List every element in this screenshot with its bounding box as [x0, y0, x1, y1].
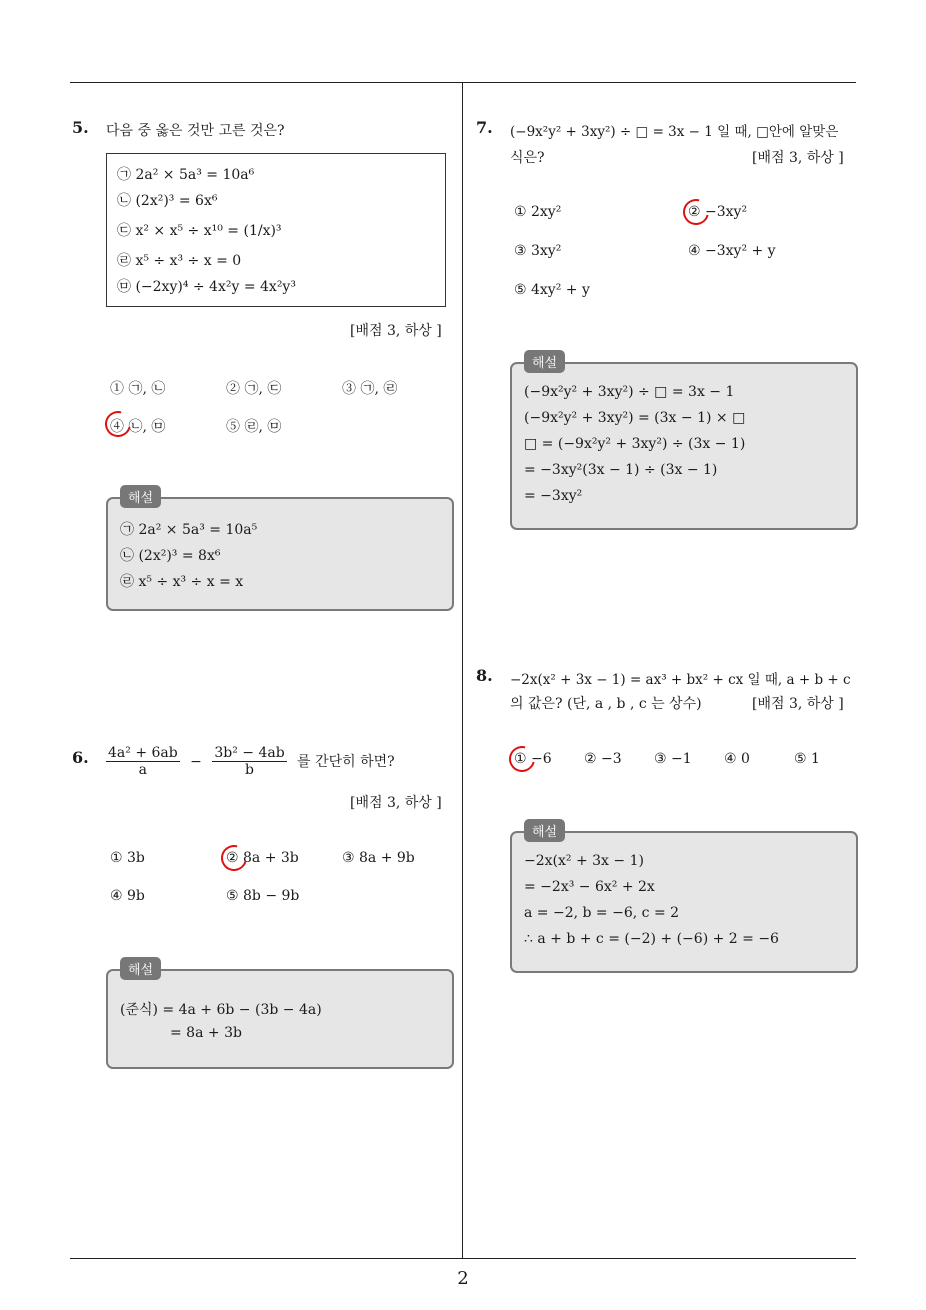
q6-frac2-numerator: 3b² − 4ab [214, 745, 285, 761]
q6-frac1-numerator: 4a² + 6ab [108, 745, 178, 761]
q5-score: [배점 3, 하상 ] [350, 323, 442, 339]
q8-solution-line: ∴ a + b + c = (−2) + (−6) + 2 = −6 [524, 931, 779, 947]
q6-number: 6. [72, 748, 89, 767]
bottom-rule [70, 1258, 856, 1259]
q7-text-line2: 식은? [510, 150, 545, 166]
q8-solution-tag: 해설 [524, 819, 565, 842]
answer-mark-circle [678, 194, 714, 230]
q7-option[interactable]: ② −3xy² [688, 204, 748, 220]
q6-option[interactable]: ③ 8a + 9b [342, 850, 415, 866]
q7-number: 7. [476, 118, 493, 137]
q5-option[interactable]: ② ㉠, ㉢ [226, 381, 282, 397]
q5-solution-tag: 해설 [120, 485, 161, 508]
q5-statement: ㉤ (−2xy)⁴ ÷ 4x²y = 4x²y³ [117, 279, 296, 295]
q7-option[interactable]: ④ −3xy² + y [688, 243, 776, 259]
q8-option[interactable]: ② −3 [584, 751, 622, 767]
q6-option[interactable]: ① 3b [110, 850, 145, 866]
q5-statement: ㉡ (2x²)³ = 6x⁶ [117, 193, 218, 209]
q5-option[interactable]: ⑤ ㉣, ㉤ [226, 419, 282, 435]
answer-mark-circle [504, 741, 540, 777]
q5-statement-box [106, 153, 446, 307]
q8-solution-line: = −2x³ − 6x² + 2x [524, 879, 655, 895]
q8-score: [배점 3, 하상 ] [752, 696, 844, 712]
top-rule [70, 82, 856, 83]
q6-frac1-denominator: a [138, 762, 148, 778]
q6-fraction-1 [106, 745, 180, 778]
q6-solution-line: (준식) = 4a + 6b − (3b − 4a) [120, 1002, 322, 1018]
q6-solution-tag: 해설 [120, 957, 161, 980]
q8-option[interactable]: ① −6 [514, 751, 552, 767]
q6-option[interactable]: ④ 9b [110, 888, 145, 904]
q5-solution-line: ㉠ 2a² × 5a³ = 10a⁵ [120, 522, 258, 538]
q7-text-line1: (−9x²y² + 3xy²) ÷ □ = 3x − 1 일 때, □안에 알맞은 [510, 124, 839, 140]
page-number: 2 [457, 1268, 469, 1289]
q7-solution-line: (−9x²y² + 3xy²) = (3x − 1) × □ [524, 410, 746, 426]
q5-option[interactable]: ④ ㉡, ㉤ [110, 419, 166, 435]
q7-score: [배점 3, 하상 ] [752, 150, 844, 166]
q7-option[interactable]: ⑤ 4xy² + y [514, 282, 590, 298]
q6-score: [배점 3, 하상 ] [350, 795, 442, 811]
q6-option[interactable]: ② 8a + 3b [226, 850, 299, 866]
q5-option[interactable]: ① ㉠, ㉡ [110, 381, 166, 397]
q7-solution-box [510, 362, 858, 530]
q5-option[interactable]: ③ ㉠, ㉣ [342, 381, 398, 397]
q5-statement: ㉣ x⁵ ÷ x³ ÷ x = 0 [117, 253, 242, 269]
q5-solution-line: ㉡ (2x²)³ = 8x⁶ [120, 548, 221, 564]
q8-solution-line: −2x(x² + 3x − 1) [524, 853, 644, 869]
q6-frac2-denominator: b [245, 762, 254, 778]
q8-option[interactable]: ⑤ 1 [794, 751, 820, 767]
q8-text-line2: 의 값은? (단, a , b , c 는 상수) [510, 696, 702, 712]
q7-solution-line: (−9x²y² + 3xy²) ÷ □ = 3x − 1 [524, 384, 735, 400]
q5-statement: ㉠ 2a² × 5a³ = 10a⁶ [117, 167, 255, 183]
q7-option[interactable]: ③ 3xy² [514, 243, 562, 259]
q8-option[interactable]: ③ −1 [654, 751, 692, 767]
q6-solution-box [106, 969, 454, 1069]
q6-minus: − [190, 753, 202, 770]
answer-mark-circle [216, 840, 252, 876]
q8-option[interactable]: ④ 0 [724, 751, 750, 767]
q8-solution-box [510, 831, 858, 973]
q5-text: 다음 중 옳은 것만 고른 것은? [106, 123, 285, 139]
column-divider [462, 83, 463, 1259]
q5-statement: ㉢ x² × x⁵ ÷ x¹⁰ = (1/x)³ [117, 223, 282, 239]
q8-solution-line: a = −2, b = −6, c = 2 [524, 905, 680, 921]
q7-solution-line: □ = (−9x²y² + 3xy²) ÷ (3x − 1) [524, 436, 746, 452]
q6-option[interactable]: ⑤ 8b − 9b [226, 888, 300, 904]
q7-solution-line: = −3xy² [524, 488, 583, 504]
q6-solution-line: = 8a + 3b [170, 1025, 242, 1041]
q7-solution-tag: 해설 [524, 350, 565, 373]
answer-mark-circle [100, 406, 136, 442]
q6-fraction-2 [212, 745, 286, 778]
q7-option[interactable]: ① 2xy² [514, 204, 562, 220]
q8-text-line1: −2x(x² + 3x − 1) = ax³ + bx² + cx 일 때, a + b + c [510, 672, 851, 688]
q6-text: 를 간단히 하면? [297, 753, 395, 770]
q7-solution-line: = −3xy²(3x − 1) ÷ (3x − 1) [524, 462, 718, 478]
q5-number: 5. [72, 118, 89, 137]
q5-solution-line: ㉣ x⁵ ÷ x³ ÷ x = x [120, 574, 244, 590]
q8-number: 8. [476, 666, 493, 685]
q6-expression [106, 745, 395, 778]
q5-solution-box [106, 497, 454, 611]
